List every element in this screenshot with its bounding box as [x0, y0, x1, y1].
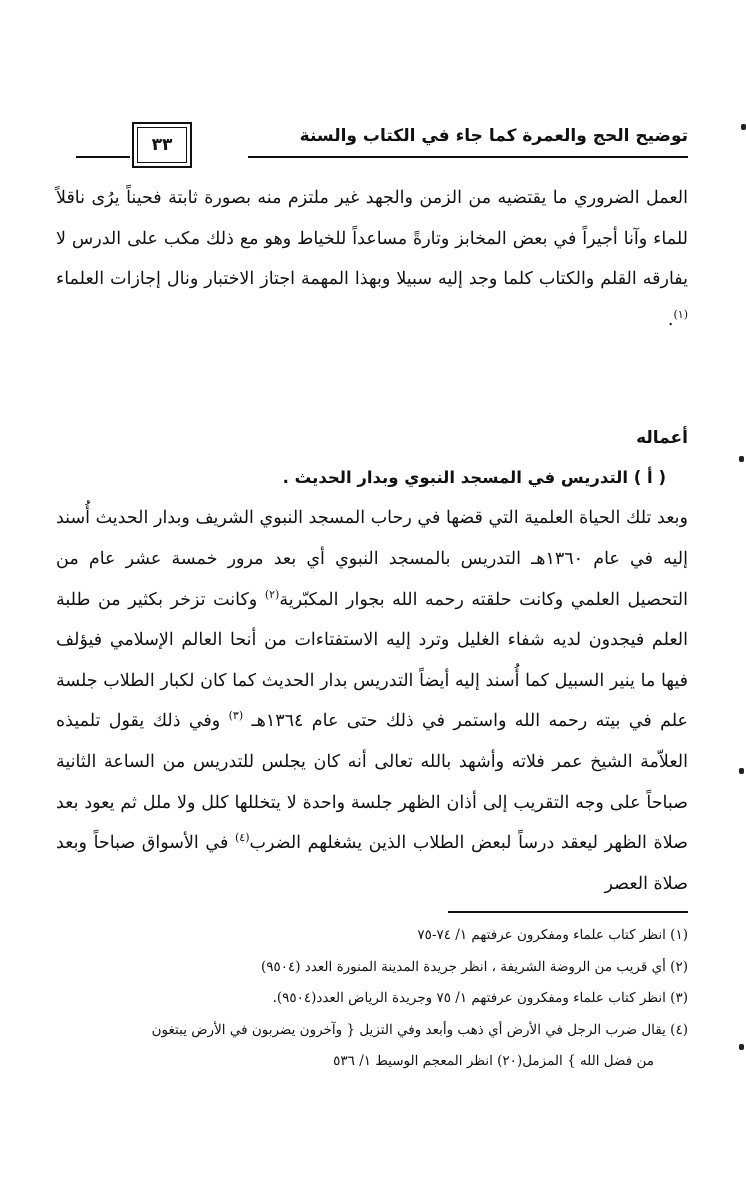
teaching-text-d: في الأسواق صباحاً وبعد صلاة العصر: [56, 833, 688, 894]
footnotes: [48, 920, 688, 1078]
footnote-4: (٤) يقال ضرب الرجل في الأرض أي ذهب وأبعد وفي التزيل { وآخرون يضربون في الأرض يبتغون: [151, 1021, 688, 1038]
footnote-4-continued: من فضل الله } المزمل(٢٠) انظر المعجم الوسيط ١/ ٥٣٦: [333, 1053, 654, 1069]
page-header: [76, 122, 688, 174]
intro-text: العمل الضروري ما يقتضيه من الزمن والجهد غير ملتزم منه بصورة ثابتة فحيناً يرُى ناقلاً للماء وآنا أجيراً في بعض المخابز وتارةً مساعداً للخياط وهو مع ذلك مكب على الدرس لا يفارقه القلم والكتاب كلما وجد إليه سبيلا وبهذا المهمة اجتاز الاختبار ونال إجازات العلماء: [56, 188, 688, 290]
footnote-separator: [448, 911, 688, 913]
teaching-paragraph: [56, 498, 688, 904]
footnote-1: (١) انظر كتاب علماء ومفكرون عرفتهم ١/ ٧٤-٧٥: [417, 927, 688, 943]
subheading: ( أ ) التدريس في المسجد النبوي وبدار الحديث .: [282, 468, 666, 488]
running-book-title: توضيح الحج والعمرة كما جاء في الكتاب والسنة: [299, 126, 688, 146]
teaching-text-b: وكانت تزخر بكثير من طلبة العلم فيجدون لديه شفاء الغليل وترد إليه الاستفتاءات من أنحا العالم الإسلامي فيؤلف فيها ما ينير السبيل كما أُسند إليه أيضاً التدريس بدار الحديث كما كان لكبار الطلاب جلسة علم في بيته رحمه الله واستمر في ذلك حتى عام ١٣٦٤هـ: [56, 589, 688, 732]
footnote-3: (٣) انظر كتاب علماء ومفكرون عرفتهم ١/ ٧٥ وجريدة الرياض العدد(٩٥٠٤).: [272, 990, 688, 1006]
header-rule-right: [248, 156, 688, 158]
footnote-ref-4: (٤): [235, 831, 250, 845]
footnote-ref-3: (٣): [228, 709, 244, 723]
footnote-ref-1: (١): [673, 307, 688, 321]
teaching-text-a: وبعد تلك الحياة العلمية التي قضها في رحاب المسجد النبوي الشريف وبدار الحديث أُسند إليه في عام ١٣٦٠هـ التدريس بالمسجد النبوي أي بعد مرور خمسة عشر عام من التحصيل العلمي وكانت حلقته رحمه الله بجوار المكبّرية: [56, 508, 689, 610]
footnote-2: (٢) أي قريب من الروضة الشريفة ، انظر جريدة المدينة المنورة العدد (٩٥٠٤): [260, 958, 688, 975]
footnote-ref-2: (٢): [264, 587, 280, 601]
main-text: [56, 178, 688, 904]
intro-paragraph: العمل الضروري ما يقتضيه من الزمن والجهد غير ملتزم منه بصورة ثابتة فحيناً يرُى ناقلاً للماء وآنا أجيراً في بعض المخابز وتارةً مساعداً للخياط وهو مع ذلك مكب على الدرس لا يفارقه القلم والكتاب كلما وجد إليه سبيلا وبهذا المهمة اجتاز الاختبار ونال إجازات العلماء $^{(١)}$.: [56, 188, 688, 330]
scan-mark: [741, 124, 746, 130]
scan-mark: [739, 456, 744, 462]
section-heading: أعماله: [636, 428, 688, 449]
teaching-text-c: وفي ذلك يقول تلميذه العلاّمة الشيخ عمر فلاته وأشهد بالله تعالى أنه كان يجلس للتدريس من الساعة الثانية صباحاً على وجه التقريب إلى أذان الظهر جلسة واحدة لا يتخللها كلل ولا ملل ثم يعود بعد صلاة الظهر ليعقد درساً لبعض الطلاب الذين يشغلهم الضرب: [56, 711, 688, 854]
header-rule-left: [76, 156, 130, 158]
page-number-box: [132, 122, 192, 168]
scan-mark: [739, 768, 744, 774]
page-number: ٣٣: [137, 127, 187, 163]
scan-mark: [739, 1044, 744, 1050]
